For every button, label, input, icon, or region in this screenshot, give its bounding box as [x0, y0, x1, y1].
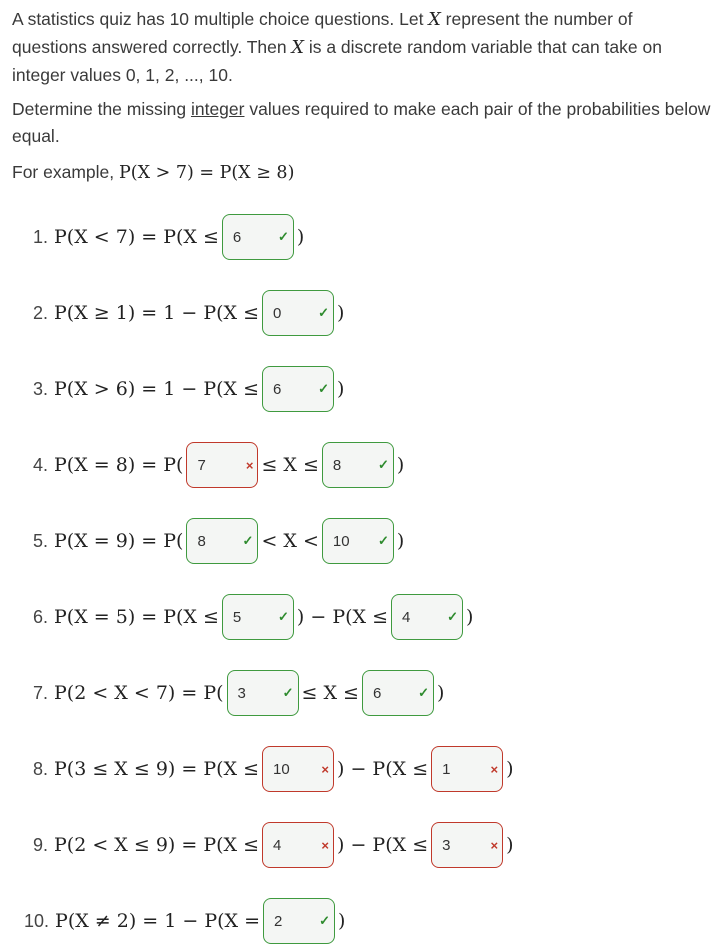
question-number: 6.: [33, 606, 49, 627]
question-number: 2.: [33, 302, 49, 323]
answer-box-2[interactable]: [391, 594, 463, 640]
question-3: [33, 366, 344, 412]
answer-box-2[interactable]: [322, 442, 394, 488]
closing-paren: ): [396, 454, 405, 476]
closing-paren: ): [436, 682, 445, 704]
intro-paragraph: A statistics quiz has 10 multiple choice questions. Let X represent the number of questions answered correctly. Then X is a discrete random variable that can take on integer values 0, 1, 2, ..., 10.: [12, 9, 662, 85]
question-expression: P(3 ≤ X ≤ 9) = P(X ≤: [54, 758, 260, 780]
question-expression: P(X = 9) = P(: [54, 530, 184, 552]
answer-box-2-value: 4: [402, 608, 411, 626]
check-icon: ✓: [377, 457, 389, 472]
question-expression-mid: ) − P(X ≤: [337, 758, 429, 780]
answer-box-2[interactable]: [431, 746, 503, 792]
answer-box-1[interactable]: [262, 822, 334, 868]
cross-icon: ×: [321, 761, 330, 777]
var-x: X: [291, 38, 304, 58]
check-icon: ✓: [377, 533, 389, 548]
check-icon: ✓: [278, 609, 289, 624]
question-9: [33, 822, 514, 868]
closing-paren: ): [338, 910, 346, 932]
question-8: [33, 746, 514, 792]
question-10: [24, 898, 345, 944]
question-expression-mid: ) − P(X ≤: [337, 834, 429, 856]
closing-paren: ): [337, 378, 345, 400]
question-6: [33, 594, 473, 640]
answer-box-1[interactable]: [222, 594, 294, 640]
question-number: 1.: [33, 226, 49, 247]
check-icon: ✓: [447, 609, 459, 624]
answer-box-1-value: 0: [273, 304, 282, 322]
answer-box-1-value: 6: [232, 228, 242, 246]
answer-box-1[interactable]: [263, 898, 335, 944]
question-expression-mid: ≤ X ≤: [301, 682, 359, 704]
answer-box-1[interactable]: [262, 366, 334, 412]
question-expression: P(X ≠ 2) = 1 − P(X =: [55, 910, 261, 932]
question-number: 7.: [33, 682, 49, 703]
check-icon: ✓: [418, 685, 429, 700]
closing-paren: ): [396, 530, 405, 552]
question-expression-mid: ) − P(X ≤: [296, 606, 389, 628]
check-icon: ✓: [318, 305, 330, 320]
check-icon: ✓: [319, 913, 331, 928]
question-7: [33, 670, 444, 716]
question-expression-mid: ≤ X ≤: [261, 454, 319, 476]
answer-box-1-value: 2: [274, 912, 283, 930]
integer-underlined: integer: [190, 99, 245, 119]
answer-box-1[interactable]: [227, 670, 299, 716]
question-expression: P(X ≥ 1) = 1 − P(X ≤: [54, 302, 260, 324]
check-icon: ✓: [318, 381, 330, 396]
question-1: [33, 214, 304, 260]
question-number: 8.: [33, 758, 49, 779]
answer-box-2-value: 1: [442, 760, 451, 778]
question-expression-mid: < X <: [261, 530, 319, 552]
answer-box-2[interactable]: [362, 670, 434, 716]
question-expression: P(X = 8) = P(: [54, 454, 184, 476]
closing-paren: ): [296, 226, 305, 248]
answer-box-1-value: 3: [237, 684, 246, 702]
closing-paren: ): [466, 606, 474, 628]
cross-icon: ×: [245, 457, 254, 473]
answer-box-2-value: 3: [442, 836, 451, 854]
answer-box-2[interactable]: [322, 518, 394, 564]
example-line: For example, P(X > 7) = P(X ≥ 8): [12, 162, 295, 183]
check-icon: ✓: [242, 533, 254, 548]
answer-box-1-value: 7: [197, 456, 206, 474]
answer-box-1-value: 4: [273, 836, 282, 854]
question-number: 5.: [33, 530, 49, 551]
answer-box-1[interactable]: [262, 746, 334, 792]
check-icon: ✓: [282, 685, 294, 700]
question-expression: P(2 < X < 7) = P(: [54, 682, 224, 704]
answer-box-1[interactable]: [186, 442, 258, 488]
question-5: [33, 518, 404, 564]
answer-box-1[interactable]: [186, 518, 258, 564]
cross-icon: ×: [490, 761, 499, 777]
cross-icon: ×: [490, 837, 499, 853]
question-expression: P(X > 6) = 1 − P(X ≤: [54, 378, 260, 400]
answer-box-2-value: 10: [332, 532, 350, 550]
question-number: 9.: [33, 834, 49, 855]
question-2: [33, 290, 344, 336]
closing-paren: ): [337, 302, 345, 324]
question-expression: P(X < 7) = P(X ≤: [54, 226, 219, 248]
answer-box-1-value: 8: [197, 532, 206, 550]
var-x: X: [428, 10, 441, 30]
question-number: 10.: [24, 910, 50, 931]
question-expression: P(2 < X ≤ 9) = P(X ≤: [54, 834, 260, 856]
cross-icon: ×: [321, 837, 330, 853]
closing-paren: ): [506, 834, 514, 856]
closing-paren: ): [506, 758, 514, 780]
answer-box-1-value: 10: [273, 760, 290, 778]
question-number: 3.: [33, 378, 49, 399]
answer-box-2[interactable]: [431, 822, 503, 868]
example-math: P(X > 7) = P(X ≥ 8): [118, 163, 295, 183]
answer-box-1[interactable]: [222, 214, 294, 260]
answer-box-2-value: 6: [372, 684, 382, 702]
answer-box-1-value: 6: [273, 380, 282, 398]
check-icon: ✓: [278, 229, 289, 244]
answer-box-2-value: 8: [332, 456, 342, 474]
answer-box-1[interactable]: [262, 290, 334, 336]
question-number: 4.: [33, 454, 49, 475]
question-expression: P(X = 5) = P(X ≤: [54, 606, 219, 628]
answer-box-1-value: 5: [232, 608, 242, 626]
question-4: [33, 442, 404, 488]
instruction-paragraph: Determine the missing integer values required to make each pair of the probabilities below equal.: [12, 99, 711, 146]
